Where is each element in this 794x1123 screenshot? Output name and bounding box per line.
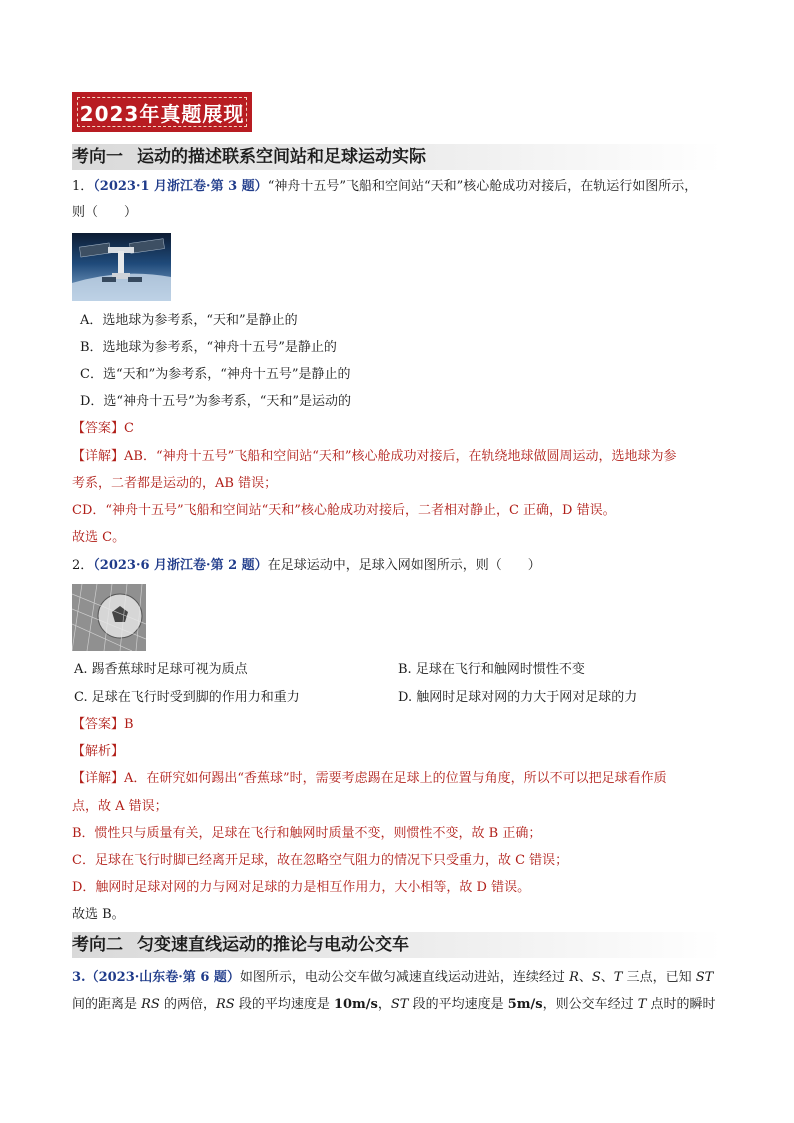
stem-text: 点时的瞬时 xyxy=(646,997,716,1012)
question-stem: “神舟十五号”飞船和空间站“天和”核心舱成功对接后，在轨运行如图所示， xyxy=(267,179,698,194)
question-number: 1． xyxy=(72,179,94,194)
q1-detail-line3: CD．“神舟十五号”飞船和空间站“天和”核心舱成功对接后，二者相对静止，C 正确，D 错误。 xyxy=(72,503,616,518)
question-source: （2023·山东卷·第 6 题） xyxy=(85,970,240,985)
q2-detail-line5: D．触网时足球对网的力与网对足球的力是相互作用力，大小相等，故 D 错误。 xyxy=(72,880,531,895)
q2-option-b: B. 足球在飞行和触网时惯性不变 xyxy=(398,662,585,677)
q1-conclusion: 故选 C。 xyxy=(72,530,126,545)
q2-detail-line2: 点，故 A 错误； xyxy=(72,799,168,814)
point-s: S xyxy=(591,970,601,985)
segment-rs: RS xyxy=(141,997,160,1012)
q2-stem xyxy=(72,557,732,575)
point-r: R xyxy=(569,970,579,985)
stem-text: 间的距离是 xyxy=(72,997,142,1012)
stem-text: ，则公交车经过 xyxy=(542,997,638,1012)
point-t: T xyxy=(613,970,623,985)
stem-text: 如图所示，电动公交车做匀减速直线运动进站，连续经过 xyxy=(239,970,570,985)
q1-option-d: D．选“神舟十五号”为参考系，“天和”是运动的 xyxy=(80,394,352,409)
section-heading-1 xyxy=(72,144,722,170)
speed-value: 5m/s xyxy=(507,997,543,1012)
q3-stem-line2 xyxy=(72,996,732,1014)
stem-text: ， xyxy=(377,997,391,1012)
space-station-image xyxy=(72,233,171,301)
section-tag: 考向二 xyxy=(72,935,123,955)
q1-detail-line1: 【详解】AB．“神舟十五号”飞船和空间站“天和”核心舱成功对接后，在轨绕地球做圆周运动，选地球为参 xyxy=(72,449,677,464)
q2-answer: 【答案】B xyxy=(72,717,134,732)
question-source: （2023·6 月浙江卷·第 2 题） xyxy=(93,558,268,573)
q1-stem-line2: 则（ ） xyxy=(72,205,138,220)
stem-text: 三点，已知 xyxy=(622,970,696,985)
question-source: （2023·1 月浙江卷·第 3 题） xyxy=(93,179,268,194)
year-banner xyxy=(72,92,252,132)
segment-st: ST xyxy=(390,997,409,1012)
section-heading-2 xyxy=(72,932,722,958)
stem-text: 段的平均速度是 xyxy=(408,997,508,1012)
point-t: T xyxy=(637,997,647,1012)
q2-conclusion: 故选 B。 xyxy=(72,907,125,922)
segment-st: ST xyxy=(695,970,714,985)
q1-detail-line2: 考系，二者都是运动的，AB 错误； xyxy=(72,476,278,491)
q2-option-d: D. 触网时足球对网的力大于网对足球的力 xyxy=(398,690,638,705)
speed-value: 10m/s xyxy=(333,997,378,1012)
soccer-ball-illustration xyxy=(72,584,146,651)
section-tag: 考向一 xyxy=(72,147,123,167)
stem-text: 的两倍， xyxy=(159,997,216,1012)
question-stem: 在足球运动中，足球入网如图所示，则（ ） xyxy=(267,558,541,573)
q2-detail-line4: C．足球在飞行时脚已经离开足球，故在忽略空气阻力的情况下只受重力，故 C 错误； xyxy=(72,853,569,868)
section-title: 运动的描述联系空间站和足球运动实际 xyxy=(137,147,426,167)
space-station-illustration xyxy=(72,233,171,301)
separator: 、 xyxy=(600,970,614,985)
banner-title: 2023年真题展现 xyxy=(79,101,245,126)
separator: 、 xyxy=(578,970,592,985)
stem-text: 段的平均速度是 xyxy=(234,997,334,1012)
q1-option-c: C．选“天和”为参考系，“神舟十五号”是静止的 xyxy=(80,367,351,382)
q1-stem-line1 xyxy=(72,178,732,196)
q2-detail-line1: 【详解】A．在研究如何踢出“香蕉球”时，需要考虑踢在足球上的位置与角度，所以不可以把足球看作质 xyxy=(72,771,667,786)
segment-rs: RS xyxy=(215,997,235,1012)
q3-stem-line1 xyxy=(72,969,732,987)
soccer-net-image xyxy=(72,584,146,651)
q2-analysis: 【解析】 xyxy=(72,744,125,759)
q1-option-a: A．选地球为参考系，“天和”是静止的 xyxy=(80,313,298,328)
q1-option-b: B．选地球为参考系，“神舟十五号”是静止的 xyxy=(80,340,337,355)
section-title: 匀变速直线运动的推论与电动公交车 xyxy=(137,935,409,955)
q1-answer: 【答案】C xyxy=(72,421,134,436)
q2-detail-line3: B．惯性只与质量有关，足球在飞行和触网时质量不变，则惯性不变，故 B 正确； xyxy=(72,826,542,841)
q2-option-a: A. 踢香蕉球时足球可视为质点 xyxy=(74,662,248,677)
question-number: 2． xyxy=(72,558,94,573)
question-number: 3. xyxy=(72,970,86,985)
q2-option-c: C. 足球在飞行时受到脚的作用力和重力 xyxy=(74,690,300,705)
